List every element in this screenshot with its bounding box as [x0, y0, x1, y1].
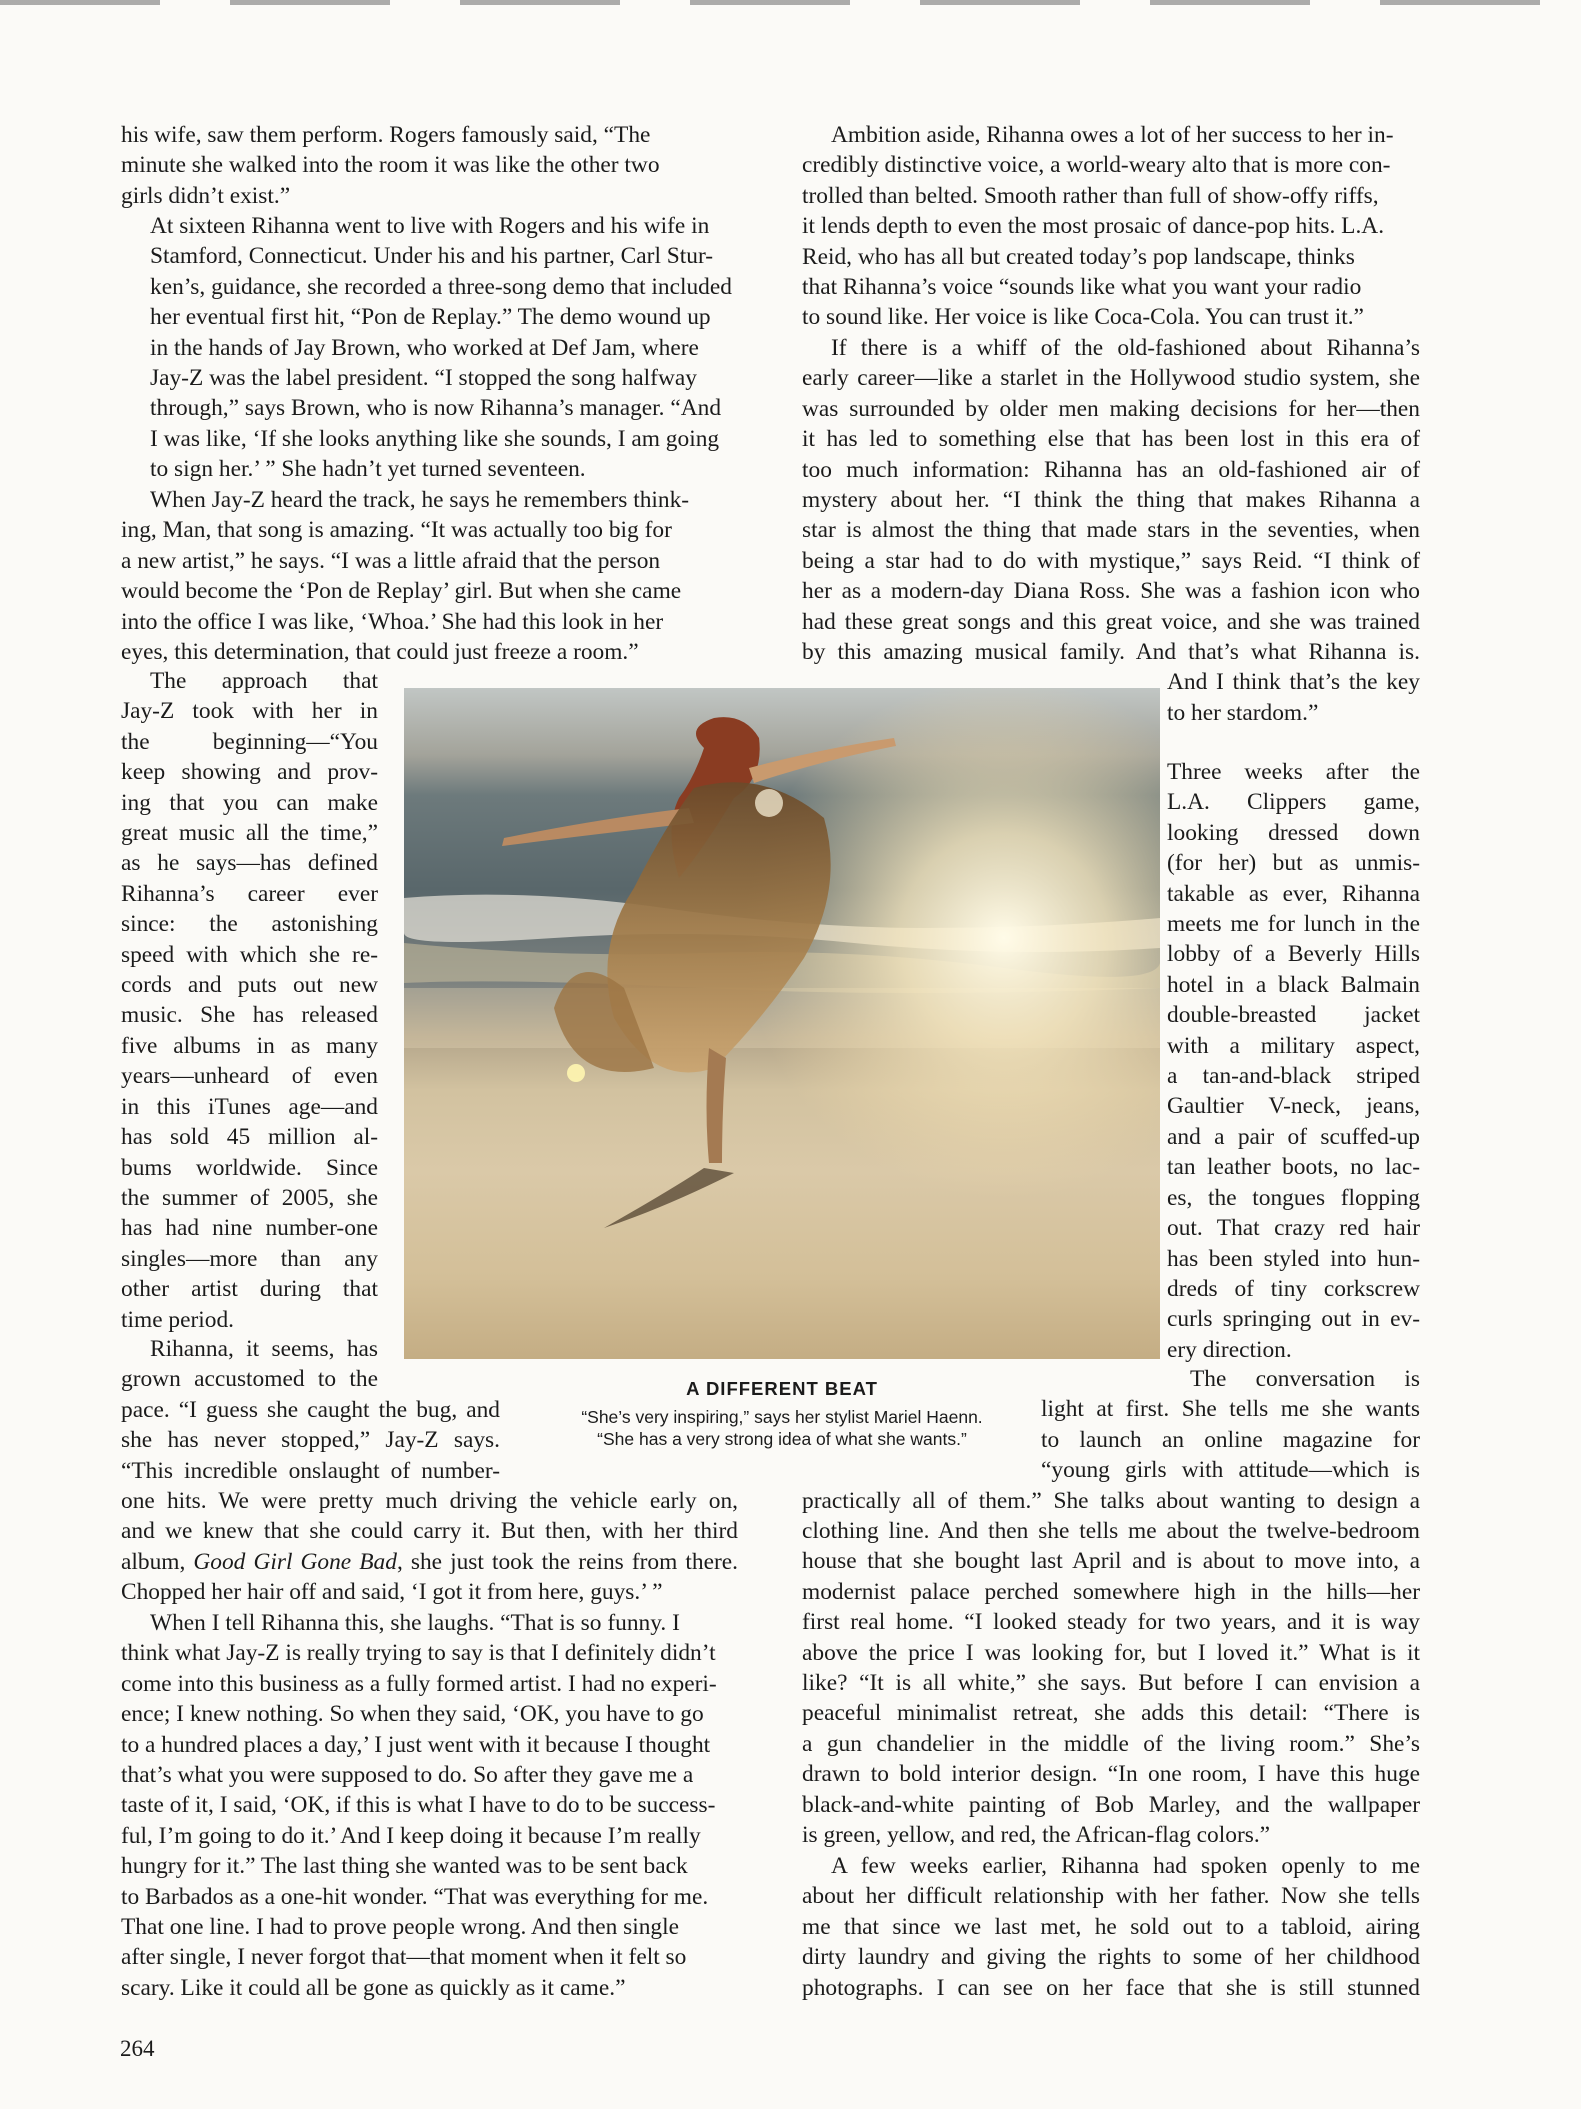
paragraph: Rihanna, it seems, has grown accustomed to the pace. “I guess she caught the bug, and she has never stopped,” Jay-Z says. “This incredible onslaught of number- one hits. We were pretty much driving the vehicle early on, and we knew that she could carry it. But then, with her third album, Good Girl Gone Bad, she just took the reins from there. Chopped her hair off and said, ‘I got it from here, guys.’ ” [121, 1336, 738, 1606]
scan-top-edge [0, 0, 1581, 5]
paragraph: If there is a whiff of the old-fashioned about Rihanna’s early career—like a starlet in the Hollywood studio system, she was surrounded by older men making decisions for her—then it has led to something else that has been lost in this era of too much information: Rihanna has an old-fashioned air of mystery about her. “I think the thing that makes Rihanna a star is almost the thing that made stars in the seventies, when being a star had to do with mystique,” says Reid. “I think of her as a modern-day Diana Ross. She was a fashion icon who had these great songs and this great voice, and she was trained by this amazing musical family. And that’s what Rihanna is. And I think that’s the key to her stardom.” [802, 335, 1420, 726]
paragraph: his wife, saw them perform. Rogers famously said, “The minute she walked into the room it was like the other two girls didn’t exist.” [121, 122, 660, 209]
photo-caption-title: A DIFFERENT BEAT [686, 1378, 878, 1399]
paragraph: The approach that Jay-Z took with her in the beginning—“You keep showing and prov- ing that you can make great music all the time,” as he says—has defined Rihanna’s career ever since: the astonishing speed with which she re- cords and puts out new music. She has released five albums in as many years—unheard of even in this iTunes age—and has sold 45 million al- bums worldwide. Since the summer of 2005, she has had nine number-one singles—more than any other artist during that time period. [121, 668, 378, 1333]
paragraph: When Jay-Z heard the track, he says he remembers think- ing, Man, that song is amazing. “It was actually too big for a new artist,” he says. “I was a little afraid that the person would become the ‘Pon de Replay’ girl. But when she came into the office I was like, ‘Whoa.’ She had this look in her eyes, this determination, that could just freeze a room.” [121, 487, 690, 666]
photo-caption: “She’s very inspiring,” says her stylist Mariel Haenn. “She has a very strong idea of what she wants.” [581, 1407, 983, 1449]
paragraph: The conversation is light at first. She tells me she wants to launch an online magazine for “young girls with attitude—which is practically all of them.” She talks about wanting to design a clothing line. And then she tells me about the twelve-bedroom house that she bought last April and is about to move into, a modernist palace perched somewhere high in the hills—her first real home. “I looked steady for two years, and it is way above the price I was looking for, but I loved it.” What is it like? “It is all white,” she says. But before I can envision a peaceful minimalist retreat, she adds this detail: “There is a gun chandelier in the middle of the living room.” She’s drawn to bold interior design. “In one room, I have this huge black-and-white painting of Bob Marley, and the wallpaper is green, yellow, and red, the African-flag colors.” [802, 1366, 1420, 1849]
paragraph: A few weeks earlier, Rihanna had spoken openly to me about her difficult relationship with her father. Now she tells me that since we last met, he sold out to a tabloid, airing dirty laundry and giving the rights to some of her childhood photographs. I can see on her face that she is still stunned [802, 1853, 1420, 2001]
paragraph: At sixteen Rihanna went to live with Rogers and his wife in Stamford, Connecticut. Under his and his partner, Carl Stur- ken’s, guidance, she recorded a three-song demo that included her eventual first hit, “Pon de Replay.” The demo wound up in the hands of Jay Brown, who worked at Def Jam, where Jay-Z was the label president. “I stopped the song halfway through,” says Brown, who is now Rihanna’s manager. “And I was like, ‘If she looks anything like she sounds, I am going to sign her.’ ” She hadn’t yet turned seventeen. [150, 213, 732, 483]
paragraph: Ambition aside, Rihanna owes a lot of her success to her in- credibly distinctive voice, a world-weary alto that is more con- trolled than belted. Smooth rather than full of show-offy riffs, it lends depth to even the most prosaic of dance-pop hits. L.A. Reid, who has all but created today’s pop landscape, thinks that Rihanna’s voice “sounds like what you want your radio to sound like. Her voice is like Coca-Cola. You can trust it.” [802, 122, 1394, 331]
beach-dancer-photo [404, 688, 1160, 1359]
paragraph: Three weeks after the L.A. Clippers game, looking dressed down (for her) but as unmis- takable as ever, Rihanna meets me for lunch in the lobby of a Beverly Hills hotel in a black Balmain double-breasted jacket with a military aspect, a tan-and-black striped Gaultier V-neck, jeans, and a pair of scuffed-up tan leather boots, no lac- es, the tongues flopping out. That crazy red hair has been styled into hun- dreds of tiny corkscrew curls springing out in ev- ery direction. [1167, 759, 1420, 1363]
page-number: 264 [120, 2036, 155, 2061]
paragraph: When I tell Rihanna this, she laughs. “That is so funny. I think what Jay-Z is really trying to say is that I definitely didn’t come into this business as a fully formed artist. I had no experi- ence; I knew nothing. So when they said, ‘OK, you have to go to a hundred places a day,’ I just went with it because I thought that’s what you were supposed to do. So after they gave me a taste of it, I said, ‘OK, if this is what I have to do to be success- ful, I’m going to do it.’ And I keep doing it because I’m really hungry for it.” The last thing she wanted was to be sent back to Barbados as a one-hit wonder. “That was everything for me. That one line. I had to prove people wrong. And then single after single, I never forgot that—that moment when it felt so scary. Like it could all be gone as quickly as it came.” [121, 1610, 717, 2001]
